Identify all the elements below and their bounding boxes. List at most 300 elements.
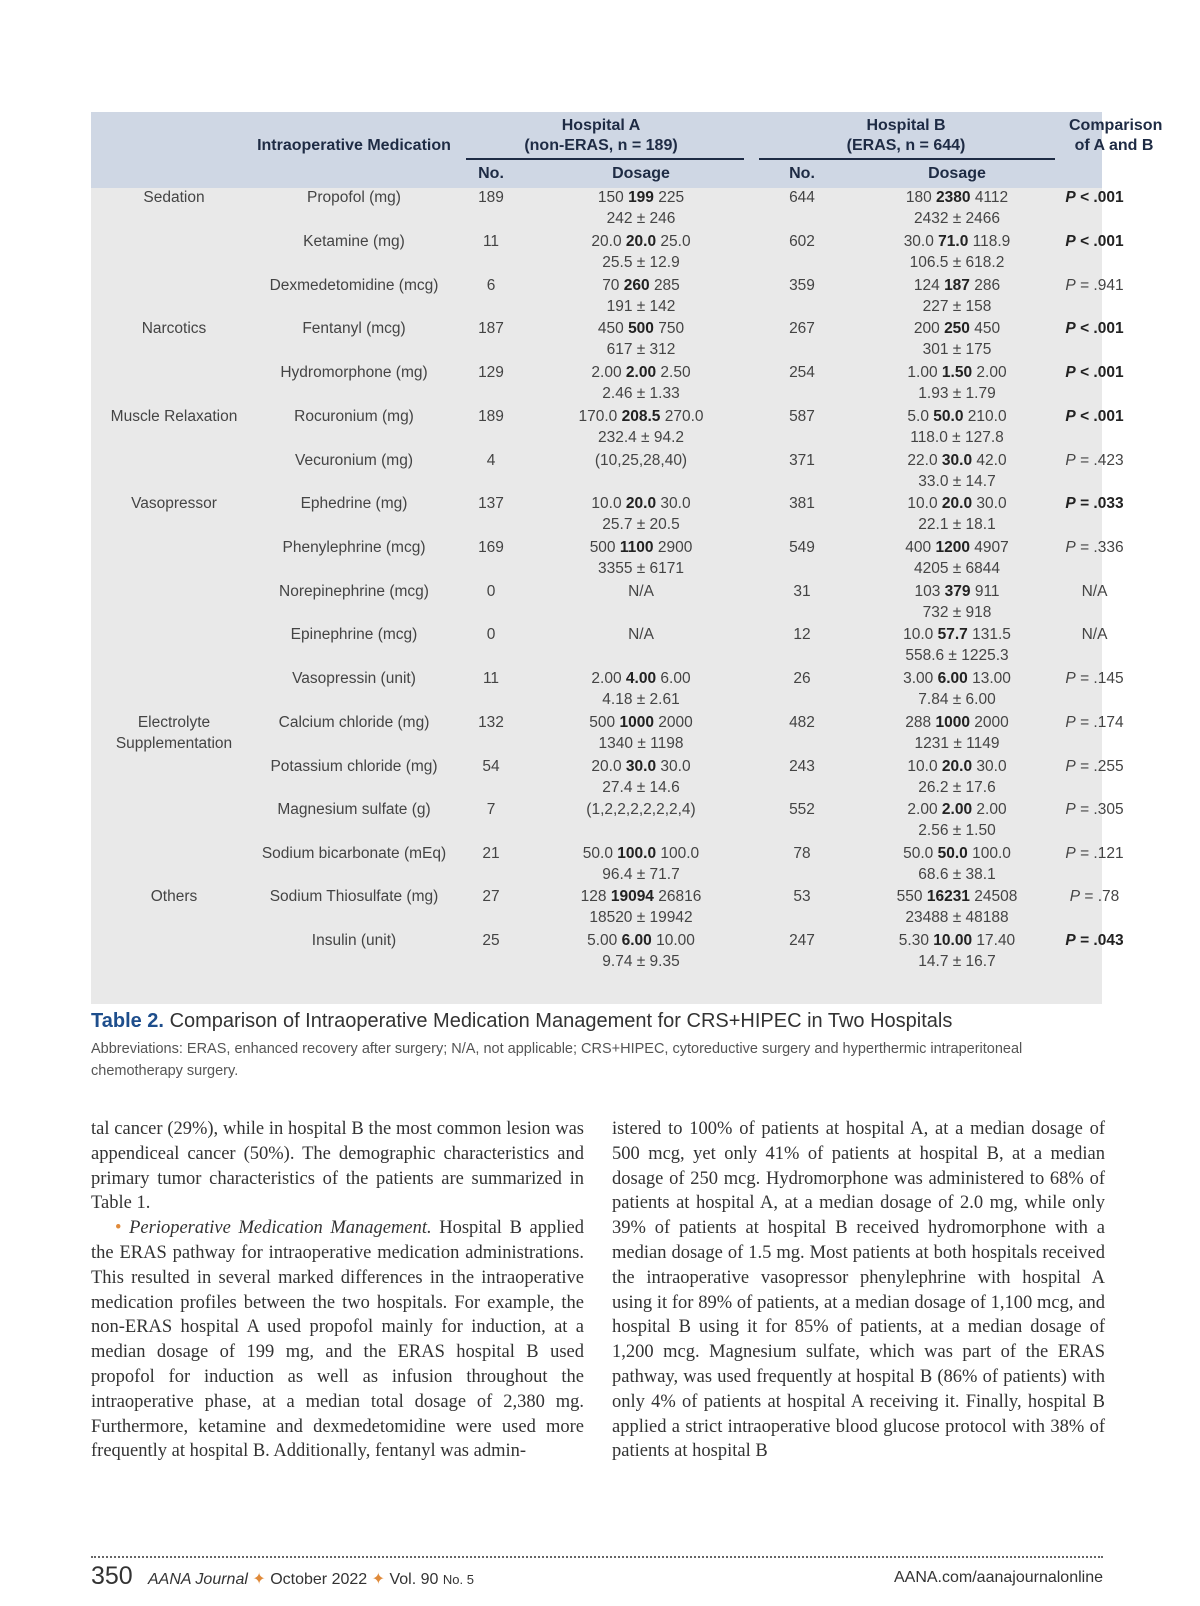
dosage-mean-sd: 191 ± 142: [606, 297, 676, 315]
header-dosage-a: Dosage: [612, 165, 670, 182]
dosage-q1: 2.00: [907, 801, 938, 818]
dosage-a: [531, 931, 751, 972]
dosage-mean-sd: 27.4 ± 14.6: [602, 778, 680, 796]
p-symbol: P: [1065, 495, 1076, 512]
count-b: 602: [789, 233, 815, 250]
p-value: [987, 319, 1200, 340]
dosage-q3: 450: [974, 320, 1001, 337]
journal-citation: [148, 1569, 474, 1589]
dosage-mean-sd: 732 ± 918: [922, 603, 992, 621]
p-symbol: P: [1065, 932, 1076, 949]
dosage-a: [531, 800, 751, 821]
count-b: 31: [793, 583, 811, 600]
dosage-q1: 200: [913, 320, 940, 337]
category-label: Muscle Relaxation: [110, 408, 238, 425]
dosage-q3: 30.0: [976, 758, 1007, 775]
dosage-mean-sd: 9.74 ± 9.35: [602, 952, 680, 970]
dosage-mean-sd: 558.6 ± 1225.3: [905, 646, 1009, 664]
dosage-a: [531, 188, 751, 229]
dosage-values: N/A: [628, 626, 654, 643]
p-symbol: P: [1065, 408, 1076, 425]
count-a: 6: [486, 277, 496, 294]
dosage-mean-sd: 26.2 ± 17.6: [918, 778, 996, 796]
dosage-median-iqr: [531, 494, 751, 515]
p-value: [987, 625, 1200, 646]
dosage-q1: 50.0: [903, 845, 934, 862]
count-b: 381: [789, 495, 815, 512]
dosage-q3: 2.00: [976, 801, 1007, 818]
count-b: 552: [789, 801, 815, 818]
dosage-q1: 2.00: [591, 364, 622, 381]
dosage-mean-sd: 7.84 ± 6.00: [918, 690, 996, 708]
dosage-median: 187: [944, 277, 970, 294]
p-symbol: P: [1065, 845, 1076, 862]
dosage-median: 30.0: [625, 758, 657, 775]
dosage-q1: 10.0: [907, 495, 938, 512]
dosage-mean-sd: 25.5 ± 12.9: [602, 253, 680, 271]
dosage-q1: 10.0: [903, 626, 934, 643]
table-header: [91, 112, 1163, 188]
dosage-q3: 4112: [974, 189, 1009, 206]
dosage-mean-sd: 242 ± 246: [606, 209, 676, 227]
count-a: 137: [478, 495, 504, 512]
category-label: Narcotics: [141, 320, 207, 337]
p-value: [987, 931, 1200, 952]
dosage-median-iqr: [531, 757, 751, 778]
count-b: 26: [793, 670, 811, 687]
dosage-median-iqr: [531, 407, 751, 428]
dosage-mean-sd: 22.1 ± 18.1: [918, 515, 996, 533]
count-a: 27: [482, 888, 500, 905]
count-a: 0: [486, 626, 496, 643]
p-value: [987, 363, 1200, 384]
p-value-number: < .001: [1080, 320, 1124, 337]
dosage-median: 16231: [926, 888, 970, 905]
dosage-median-iqr: [531, 931, 751, 952]
dosage-median: 2380: [936, 189, 971, 206]
p-value: [987, 800, 1200, 821]
count-a: 189: [478, 408, 504, 425]
dosage-mean-sd: 118.0 ± 127.8: [910, 428, 1004, 446]
dosage-mean-sd: 301 ± 175: [922, 340, 992, 358]
dosage-q3: 2900: [657, 539, 693, 556]
medication-name: Calcium chloride (mg): [278, 714, 430, 731]
dosage-mean-sd: 4.18 ± 2.61: [602, 690, 680, 708]
section-heading: Perioperative Medication Management.: [129, 1218, 432, 1239]
p-value-number: = .033: [1080, 495, 1124, 512]
dosage-mean-sd: 232.4 ± 94.2: [597, 428, 685, 446]
count-a: 132: [478, 714, 504, 731]
page-number: 350: [91, 1562, 133, 1590]
dosage-q1: 128: [580, 888, 607, 905]
dosage-mean-sd: 617 ± 312: [606, 340, 676, 358]
dosage-median: 250: [944, 320, 970, 337]
dosage-median: 71.0: [938, 233, 969, 250]
dosage-q3: 42.0: [976, 452, 1007, 469]
dosage-median-iqr: [531, 232, 751, 253]
p-value-number: < .001: [1080, 189, 1124, 206]
dosage-median-iqr: [531, 887, 751, 908]
dosage-median: 500: [628, 320, 654, 337]
dosage-median-iqr: [531, 188, 751, 209]
dosage-q3: 2000: [658, 714, 693, 731]
dosage-q1: 124: [913, 277, 940, 294]
dosage-median: 20.0: [941, 758, 973, 775]
category-label: Vasopressor: [131, 495, 217, 512]
header-rule-a: [466, 158, 744, 160]
dosage-q3: 6.00: [660, 670, 691, 687]
header-hospital-b-sub: (ERAS, n = 644): [846, 137, 966, 154]
dosage-q1: 180: [905, 189, 932, 206]
category-label: Electrolyte Supplementation: [115, 714, 233, 752]
paragraph: tal cancer (29%), while in hospital B the most common lesion was appendiceal cancer (50%). The demographic characteristics and primary tumor characteristics of the patients are summarized in Table 1.: [91, 1119, 584, 1214]
p-symbol: P: [1069, 888, 1081, 905]
p-value-number: = .145: [1080, 670, 1124, 687]
dosage-median: 30.0: [941, 452, 973, 469]
dosage-median: 379: [944, 583, 971, 600]
caption-label: Table 2.: [91, 1010, 164, 1032]
count-a: 21: [482, 845, 500, 862]
dosage-q1: 70: [602, 277, 620, 294]
p-symbol: P: [1065, 277, 1076, 294]
table-caption: [91, 1010, 952, 1033]
dosage-median: 208.5: [621, 408, 661, 425]
header-medication: Intraoperative Medication: [257, 137, 451, 154]
dosage-median-iqr: [531, 844, 751, 865]
p-value: [987, 407, 1200, 428]
paragraph-text: Hospital B applied the ERAS pathway for intraoperative medication administrations. This resulted in several marked differences in the intraoperative medication profiles between the two hospitals. For example, the non-ERAS hospital A used propofol mainly for induction, at a median dosage of 199 mg, and the ERAS hospital B used propofol for induction as well as infusion throughout the intraoperative phase, at a median total dosage of 2,380 mg. Furthermore, ketamine and dexmedetomidine were used more frequently at hospital B. Additionally, fentanyl was admin-: [91, 1218, 584, 1462]
medication-name: Sodium Thiosulfate (mg): [269, 888, 439, 905]
dosage-q3: 24508: [974, 888, 1018, 905]
category-label: Others: [150, 888, 198, 905]
journal-name: AANA Journal: [148, 1571, 248, 1588]
dosage-values: (10,25,28,40): [594, 452, 688, 469]
medication-name: Ephedrine (mg): [300, 495, 408, 512]
dosage-mean-sd: 227 ± 158: [922, 297, 992, 315]
p-symbol: P: [1065, 758, 1076, 775]
p-symbol: P: [1065, 539, 1076, 556]
count-b: 549: [789, 539, 815, 556]
count-a: 25: [482, 932, 500, 949]
p-symbol: P: [1065, 233, 1076, 250]
count-b: 243: [789, 758, 815, 775]
p-value: [987, 887, 1200, 908]
dosage-median: 6.00: [621, 932, 652, 949]
p-value: [987, 188, 1200, 209]
count-a: 4: [486, 452, 496, 469]
p-value-number: = .043: [1080, 932, 1124, 949]
dosage-q3: 2000: [974, 714, 1009, 731]
dosage-a: [531, 319, 751, 360]
dosage-q3: 285: [653, 277, 680, 294]
p-value-number: = .121: [1080, 845, 1124, 862]
dosage-q1: 288: [905, 714, 932, 731]
dosage-q3: 911: [974, 583, 1000, 600]
dosage-values: (1,2,2,2,2,2,2,4): [586, 801, 696, 818]
count-a: 189: [478, 189, 504, 206]
dosage-a: [531, 625, 751, 646]
dosage-q1: 150: [597, 189, 624, 206]
p-value: [987, 276, 1200, 297]
dosage-q3: 30.0: [976, 495, 1007, 512]
p-value: [987, 451, 1200, 472]
body-column-right: [612, 1117, 1105, 1464]
dosage-q3: 13.00: [972, 670, 1011, 687]
p-value-number: < .001: [1080, 408, 1124, 425]
dosage-a: [531, 276, 751, 317]
dosage-mean-sd: 23488 ± 48188: [905, 908, 1009, 926]
count-a: 7: [486, 801, 496, 818]
dosage-a: [531, 669, 751, 710]
dosage-median: 1000: [935, 714, 970, 731]
dosage-a: [531, 757, 751, 798]
dosage-median: 1100: [619, 539, 654, 556]
count-b: 587: [789, 408, 815, 425]
dosage-median: 2.00: [941, 801, 973, 818]
count-b: 247: [789, 932, 815, 949]
dosage-q3: 10.00: [656, 932, 695, 949]
dosage-mean-sd: 2.56 ± 1.50: [918, 821, 996, 839]
dosage-values: N/A: [628, 583, 654, 600]
dosage-a: [531, 407, 751, 448]
count-b: 254: [789, 364, 815, 381]
bullet-icon: •: [115, 1218, 122, 1239]
dosage-median: 20.0: [941, 495, 973, 512]
dosage-q3: 2.00: [976, 364, 1007, 381]
p-value: [987, 582, 1200, 603]
count-b: 482: [789, 714, 815, 731]
dosage-median-iqr: [531, 363, 751, 384]
medication-name: Ketamine (mg): [303, 233, 405, 250]
p-symbol: P: [1065, 189, 1076, 206]
medication-name: Norepinephrine (mcg): [279, 583, 429, 600]
dosage-a: [531, 887, 751, 928]
dosage-median: 20.0: [625, 233, 657, 250]
dosage-q3: 30.0: [660, 495, 691, 512]
p-symbol: P: [1065, 670, 1076, 687]
dosage-q3: 100.0: [660, 845, 700, 862]
dosage-median-iqr: [531, 319, 751, 340]
p-value-number: = .941: [1080, 277, 1124, 294]
dosage-median: 6.00: [937, 670, 968, 687]
header-no-a: No.: [478, 165, 504, 182]
dosage-q3: 225: [658, 189, 685, 206]
dosage-a: [531, 713, 751, 754]
header-hospital-b: Hospital B: [866, 117, 946, 134]
dosage-q1: 400: [905, 539, 932, 556]
dosage-a: [531, 494, 751, 535]
caption-abbreviations: Abbreviations: ERAS, enhanced recovery after surgery; N/A, not applicable; CRS+HIPEC, cytoreductive surgery and hyperthermic intraperitoneal chemotherapy surgery.: [91, 1041, 1023, 1079]
medication-name: Vasopressin (unit): [292, 670, 416, 687]
p-value-text: N/A: [1081, 626, 1108, 643]
footer-divider: [91, 1556, 1103, 1558]
p-value: [987, 844, 1200, 865]
medication-name: Vecuronium (mg): [294, 452, 413, 469]
header-hospital-a-sub: (non-ERAS, n = 189): [524, 137, 678, 154]
dosage-mean-sd: 18520 ± 19942: [589, 908, 693, 926]
dosage-q3: 2.50: [660, 364, 691, 381]
dosage-median-iqr: [531, 713, 751, 734]
dosage-q1: 3.00: [903, 670, 934, 687]
separator-icon: ✦: [252, 1571, 266, 1588]
dosage-q3: 26816: [658, 888, 702, 905]
dosage-median: 50.0: [937, 845, 968, 862]
count-a: 187: [478, 320, 504, 337]
medication-name: Magnesium sulfate (g): [277, 801, 431, 818]
dosage-median: 1000: [619, 714, 654, 731]
p-symbol: P: [1065, 320, 1076, 337]
dosage-mean-sd: 2.46 ± 1.33: [602, 384, 680, 402]
dosage-median: 2.00: [625, 364, 657, 381]
dosage-median: 57.7: [937, 626, 968, 643]
volume: Vol. 90: [389, 1571, 439, 1588]
dosage-mean-sd: 33.0 ± 14.7: [918, 472, 996, 490]
paragraph: [91, 1216, 584, 1464]
count-b: 371: [789, 452, 815, 469]
p-value-number: = .174: [1080, 714, 1124, 731]
dosage-q1: 550: [896, 888, 923, 905]
dosage-q3: 210.0: [967, 408, 1007, 425]
dosage-q1: 103: [914, 583, 941, 600]
dosage-a: [531, 582, 751, 603]
dosage-median: 199: [628, 189, 654, 206]
dosage-q1: 50.0: [582, 845, 613, 862]
medication-name: Rocuronium (mg): [294, 408, 414, 425]
caption-title-text: Comparison of Intraoperative Medication Management for CRS+HIPEC in Two Hospitals: [169, 1010, 953, 1032]
dosage-q1: 30.0: [903, 233, 934, 250]
p-value-text: N/A: [1081, 583, 1108, 600]
dosage-mean-sd: 106.5 ± 618.2: [909, 253, 1005, 271]
paragraph: istered to 100% of patients at hospital A, at a median dosage of 500 mcg, yet only 41% of patients at hospital B, at a median dosage of 250 mcg. Hydromorphone was administered to 68% of patients at hospital A, at a median dosage of 2.0 mg, while only 39% of patients at hospital B received hydromorphone with a median dosage of 1.5 mg. Most patients at both hospitals received the intraoperative vasopressor phenylephrine with hospital A using it for 89% of patients, at a median dosage of 1,100 mcg, and hospital B using it for 85% of patients, at a median dosage of 1,200 mcg. Magnesium sulfate, which was part of the ERAS pathway, was used frequently at hospital B (86% of patients) with only 4% of patients at hospital A receiving it. Finally, hospital B applied a strict intraoperative blood glucose protocol with 38% of patients at hospital B: [612, 1119, 1105, 1462]
p-value: [987, 538, 1200, 559]
medication-name: Epinephrine (mcg): [290, 626, 418, 643]
p-value-number: = .336: [1080, 539, 1124, 556]
p-value: [987, 757, 1200, 778]
medication-name: Dexmedetomidine (mcg): [269, 277, 439, 294]
count-b: 267: [789, 320, 815, 337]
dosage-median: 50.0: [933, 408, 964, 425]
medication-name: Fentanyl (mcg): [302, 320, 406, 337]
dosage-a: [531, 538, 751, 579]
body-column-left: [91, 1117, 584, 1464]
dosage-q1: 22.0: [907, 452, 938, 469]
p-value: [987, 232, 1200, 253]
dosage-q1: 450: [597, 320, 624, 337]
dosage-q1: 2.00: [591, 670, 622, 687]
p-value: [987, 494, 1200, 515]
dosage-median-iqr: [531, 669, 751, 690]
dosage-mean-sd: 96.4 ± 71.7: [602, 865, 680, 883]
p-value-number: = .423: [1080, 452, 1124, 469]
journal-url[interactable]: AANA.com/aanajournalonline: [893, 1569, 1103, 1586]
category-label: Sedation: [143, 189, 205, 206]
p-value-number: = .255: [1080, 758, 1124, 775]
dosage-median: 1.50: [941, 364, 973, 381]
issue-number: No. 5: [442, 1572, 474, 1587]
dosage-q1: 20.0: [591, 233, 622, 250]
medication-name: Phenylephrine (mcg): [282, 539, 426, 556]
dosage-median: 1200: [935, 539, 970, 556]
dosage-a: [531, 363, 751, 404]
dosage-q1: 5.0: [907, 408, 929, 425]
count-a: 11: [482, 670, 500, 687]
dosage-a: [531, 232, 751, 273]
dosage-q1: 500: [589, 714, 616, 731]
dosage-median: 10.00: [933, 932, 973, 949]
dosage-q3: 25.0: [660, 233, 691, 250]
p-value-number: = .78: [1084, 888, 1120, 905]
count-b: 359: [789, 277, 815, 294]
count-a: 169: [478, 539, 504, 556]
dosage-q3: 750: [658, 320, 685, 337]
dosage-mean-sd: 3355 ± 6171: [597, 559, 685, 577]
header-rule-b: [759, 158, 1055, 160]
dosage-mean-sd: 25.7 ± 20.5: [602, 515, 680, 533]
p-value-number: < .001: [1080, 233, 1124, 250]
dosage-a: [531, 844, 751, 885]
medication-name: Sodium bicarbonate (mEq): [261, 845, 447, 862]
count-b: 644: [789, 189, 815, 206]
dosage-q1: 1.00: [907, 364, 938, 381]
p-symbol: P: [1065, 452, 1076, 469]
dosage-q3: 4907: [974, 539, 1009, 556]
medication-name: Hydromorphone (mg): [280, 364, 428, 381]
dosage-mean-sd: 1231 ± 1149: [914, 734, 1000, 752]
dosage-q1: 500: [589, 539, 616, 556]
header-dosage-b: Dosage: [928, 165, 986, 182]
dosage-mean-sd: 68.6 ± 38.1: [918, 865, 996, 883]
p-value-number: < .001: [1080, 364, 1124, 381]
count-a: 54: [482, 758, 500, 775]
dosage-q3: 131.5: [972, 626, 1011, 643]
dosage-median: 100.0: [617, 845, 657, 862]
separator-icon: ✦: [371, 1571, 386, 1588]
dosage-q3: 17.40: [976, 932, 1016, 949]
dosage-median-iqr: [531, 538, 751, 559]
dosage-q1: 5.00: [587, 932, 618, 949]
dosage-median: 19094: [610, 888, 654, 905]
dosage-median: 260: [623, 277, 650, 294]
dosage-q3: 270.0: [664, 408, 704, 425]
issue-date: October 2022: [270, 1571, 368, 1588]
header-comparison: Comparison of A and B: [1069, 117, 1163, 154]
medication-name: Propofol (mg): [307, 189, 401, 206]
p-value: [987, 713, 1200, 734]
dosage-q1: 10.0: [591, 495, 622, 512]
dosage-mean-sd: 14.7 ± 16.7: [918, 952, 996, 970]
count-a: 129: [478, 364, 504, 381]
count-b: 53: [793, 888, 811, 905]
dosage-a: [531, 451, 751, 472]
dosage-q1: 170.0: [578, 408, 618, 425]
dosage-q1: 20.0: [591, 758, 622, 775]
p-value: [987, 669, 1200, 690]
p-symbol: P: [1065, 714, 1076, 731]
count-b: 78: [793, 845, 811, 862]
count-a: 0: [486, 583, 496, 600]
header-hospital-a: Hospital A: [561, 117, 641, 134]
count-b: 12: [793, 626, 811, 643]
dosage-median: 20.0: [625, 495, 657, 512]
dosage-q3: 286: [974, 277, 1001, 294]
dosage-median-iqr: [531, 276, 751, 297]
dosage-mean-sd: 1.93 ± 1.79: [918, 384, 996, 402]
header-no-b: No.: [789, 165, 815, 182]
dosage-q1: 10.0: [907, 758, 938, 775]
p-symbol: P: [1065, 364, 1076, 381]
dosage-q3: 30.0: [660, 758, 691, 775]
dosage-mean-sd: 2432 ± 2466: [913, 209, 1001, 227]
